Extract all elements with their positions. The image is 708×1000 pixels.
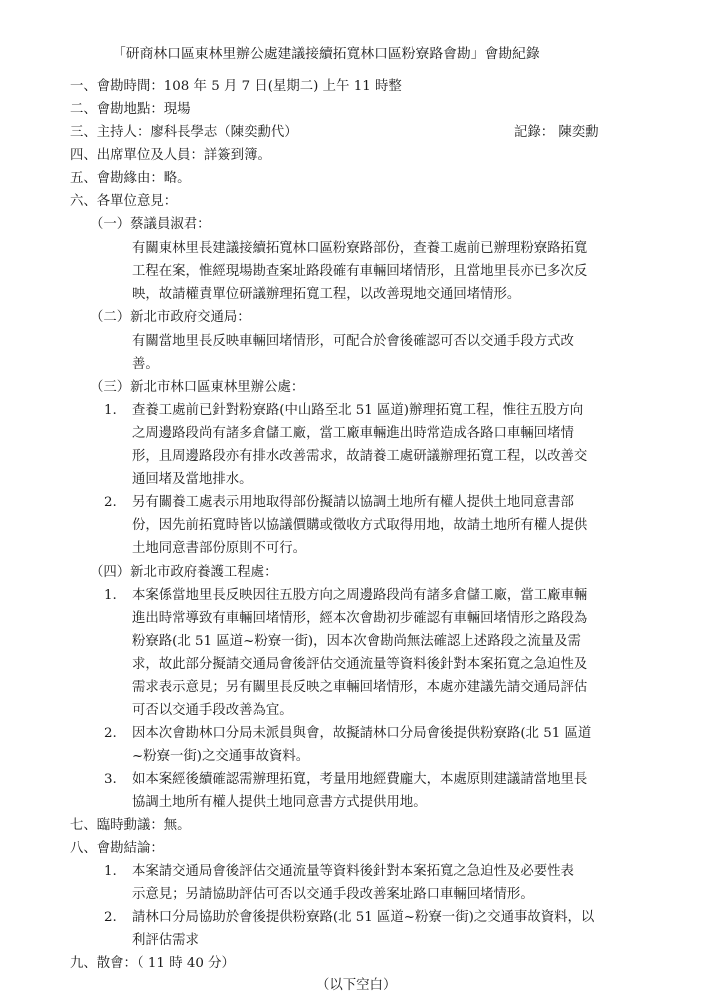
section-3-item-1-line: 形，且周邊路段亦有排水改善需求，故請養工處研議辦理拓寬工程，以改善交 [132, 449, 588, 464]
section-4-item-1-line: 粉寮路(北 51 區道~粉寮一街)，因本次會勘尚無法確認上述路段之流量及需 [132, 634, 581, 649]
meeting-chair: 三、主持人：廖科長學志（陳奕勳代） [70, 125, 298, 140]
section-3-item-1-line: 通回堵及當地排水。 [132, 472, 253, 487]
conclusion-heading: 八、會勘結論： [70, 841, 164, 856]
section-1-line: 映，故請權責單位研議辦理拓寬工程，以改善現地交通回堵情形。 [132, 287, 521, 302]
section-3-item-2-number: 2. [104, 495, 117, 510]
section-4-item-3-number: 3. [104, 772, 117, 787]
motion: 七、臨時動議：無。 [70, 818, 191, 833]
section-4-heading: （四）新北市政府養護工程處： [90, 565, 278, 580]
document-title: 「研商林口區東林里辦公處建議接續拓寬林口區粉寮路會勘」會勘紀錄 [112, 46, 540, 62]
meeting-reason: 五、會勘緣由：略。 [70, 171, 191, 186]
section-3-item-2-line: 另有關養工處表示用地取得部份擬請以協調土地所有權人提供土地同意書部 [132, 495, 574, 510]
section-3-item-1-line: 查養工處前已針對粉寮路(中山路至北 51 區道)辦理拓寬工程，惟往五股方向 [132, 403, 584, 418]
section-1-line: 工程在案，惟經現場勘查案址路段確有車輛回堵情形，且當地里長亦已多次反 [132, 264, 588, 279]
section-2-line: 有關當地里長反映車輛回堵情形，可配合於會後確認可否以交通手段方式改 [132, 334, 574, 349]
section-3-item-1-number: 1. [104, 403, 117, 418]
section-1-heading: （一）蔡議員淑君： [90, 217, 211, 232]
conclusion-item-2-line: 請林口分局協助於會後提供粉寮路(北 51 區道~粉寮一街)之交通事故資料，以 [132, 910, 595, 925]
conclusion-item-1-number: 1. [104, 864, 117, 879]
section-2-heading: （二）新北市政府交通局： [90, 310, 251, 325]
attendees: 四、出席單位及人員：詳簽到簿。 [70, 148, 271, 163]
section-4-item-2-line: 因本次會勘林口分局未派員與會，故擬請林口分局會後提供粉寮路(北 51 區道 [132, 726, 592, 741]
section-4-item-1-line: 求，故此部分擬請交通局會後評估交通流量等資料後針對本案拓寬之急迫性及 [132, 657, 588, 672]
conclusion-item-1-line: 本案請交通局會後評估交通流量等資料後針對本案拓寬之急迫性及必要性表 [132, 864, 574, 879]
section-4-item-1-line: 需求表示意見；另有關里長反映之車輛回堵情形，本處亦建議先請交通局評估 [132, 680, 588, 695]
section-4-item-1-line: 進出時常導致有車輛回堵情形，經本次會勘初步確認有車輛回堵情形之路段為 [132, 611, 588, 626]
section-2-line: 善。 [132, 357, 159, 372]
conclusion-item-2-line: 利評估需求 [132, 933, 199, 948]
meeting-recorder: 記錄： 陳奕勳 [514, 125, 599, 140]
blank-below-note: （以下空白） [316, 978, 397, 993]
section-4-item-1-line: 可否以交通手段改善為宜。 [132, 703, 293, 718]
section-3-item-1-line: 之周邊路段尚有諸多倉儲工廠，當工廠車輛進出時常造成各路口車輛回堵情 [132, 426, 574, 441]
section-3-item-2-line: 土地同意書部份原則不可行。 [132, 541, 307, 556]
section-4-item-3-line: 如本案經後續確認需辦理拓寬，考量用地經費龐大，本處原則建議請當地里長 [132, 772, 588, 787]
section-4-item-2-line: ~粉寮一街)之交通事故資料。 [132, 749, 310, 764]
meeting-place: 二、會勘地點：現場 [70, 102, 191, 117]
meeting-time: 一、會勘時間：108 年 5 月 7 日(星期二) 上午 11 時整 [70, 79, 402, 94]
section-1-line: 有關東林里長建議接續拓寬林口區粉寮路部份，查養工處前已辦理粉寮路拓寬 [132, 241, 588, 256]
section-4-item-2-number: 2. [104, 726, 117, 741]
section-4-item-3-line: 協調土地所有權人提供土地同意書方式提供用地。 [132, 795, 427, 810]
opinions-heading: 六、各單位意見： [70, 194, 178, 209]
conclusion-item-2-number: 2. [104, 910, 117, 925]
adjournment: 九、散會：（ 11 時 40 分） [70, 956, 235, 971]
section-3-item-2-line: 份，因先前拓寬時皆以協議價購或徵收方式取得用地，故請土地所有權人提供 [132, 518, 588, 533]
section-4-item-1-line: 本案係當地里長反映因往五股方向之周邊路段尚有諸多倉儲工廠，當工廠車輛 [132, 588, 588, 603]
section-3-heading: （三）新北市林口區東林里辦公處： [90, 380, 305, 395]
section-4-item-1-number: 1. [104, 588, 117, 603]
conclusion-item-1-line: 示意見；另請協助評估可否以交通手段改善案址路口車輛回堵情形。 [132, 887, 534, 902]
